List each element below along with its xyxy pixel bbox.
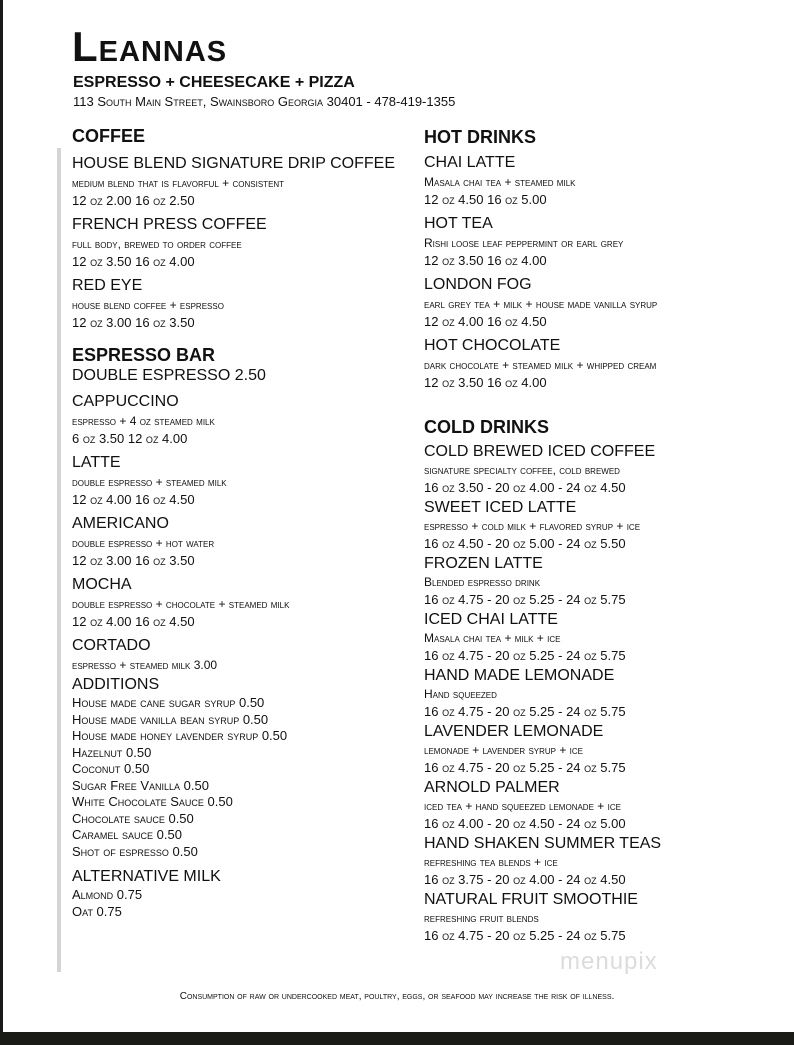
item-title: AMERICANO <box>72 515 169 532</box>
list-line: House made vanilla bean syrup 0.50 <box>72 711 269 727</box>
item-title: CAPPUCCINO <box>72 393 179 410</box>
item-title: NATURAL FRUIT SMOOTHIE <box>424 891 638 908</box>
menu-item <box>424 275 739 330</box>
item-price: 16 oz 3.75 - 20 oz 4.00 - 24 oz 4.50 <box>424 872 626 887</box>
list-line: Almond 0.75 <box>72 887 143 902</box>
alternative-milk-title: ALTERNATIVE MILK <box>72 868 221 885</box>
section-hot-drinks <box>424 126 739 397</box>
item-price: 16 oz 4.75 - 20 oz 5.25 - 24 oz 5.75 <box>424 760 626 775</box>
menu-item <box>424 214 739 269</box>
list-line: Coconut 0.50 <box>72 761 150 776</box>
menu-item <box>72 392 402 447</box>
menu-item <box>424 666 739 720</box>
watermark: menupix <box>560 948 658 975</box>
page-border-bottom <box>0 1032 794 1045</box>
section-alternative-milk <box>72 867 402 920</box>
item-description: double espresso + hot water <box>72 536 215 550</box>
item-price: 16 oz 3.50 - 20 oz 4.00 - 24 oz 4.50 <box>424 480 626 495</box>
menu-item <box>72 575 402 630</box>
item-title: HOT CHOCOLATE <box>424 337 561 354</box>
item-description: lemonade + lavender syrup + ice <box>424 743 584 757</box>
item-description: refreshing fruit blends <box>424 911 539 925</box>
section-heading: HOT DRINKS <box>424 127 536 147</box>
list-line: House made honey lavender syrup 0.50 <box>72 728 288 743</box>
item-description: house blend coffee + espresso <box>72 298 224 312</box>
menu-item <box>424 610 739 664</box>
item-description: Masala chai tea + milk + ice <box>424 631 561 645</box>
menu-item <box>424 554 739 608</box>
menu-item <box>72 636 402 674</box>
disclaimer: Consumption of raw or undercooked meat, poultry, eggs, or seafood may increase the risk of illness. <box>179 991 615 1002</box>
item-title: FRENCH PRESS COFFEE <box>72 216 267 233</box>
section-heading: COLD DRINKS <box>424 417 549 437</box>
list-line: Caramel sauce 0.50 <box>72 827 182 842</box>
item-price: 16 oz 4.00 - 20 oz 4.50 - 24 oz 5.00 <box>424 816 626 831</box>
item-description: Blended espresso drink <box>424 575 541 589</box>
menu-item <box>424 722 739 776</box>
decorative-bar <box>57 148 61 972</box>
item-price: 16 oz 4.50 - 20 oz 5.00 - 24 oz 5.50 <box>424 536 626 551</box>
item-price: 16 oz 4.75 - 20 oz 5.25 - 24 oz 5.75 <box>424 928 626 943</box>
item-title: CHAI LATTE <box>424 154 516 171</box>
menu-item <box>424 890 739 944</box>
brand-title: Leannas <box>72 23 228 70</box>
item-price: 12 oz 3.50 16 oz 4.00 <box>424 253 547 268</box>
list-line: Sugar Free Vanilla 0.50 <box>72 777 209 793</box>
item-description: espresso + 4 oz steamed milk <box>72 414 215 428</box>
menu-item <box>72 276 402 331</box>
menu-item <box>72 215 402 270</box>
item-description: refreshing tea blends + ice <box>424 855 558 869</box>
item-title: HAND MADE LEMONADE <box>424 667 615 684</box>
item-description: espresso + steamed milk 3.00 <box>72 658 218 672</box>
item-title: ARNOLD PALMER <box>424 779 560 796</box>
item-price: 12 oz 3.00 16 oz 3.50 <box>72 315 195 330</box>
item-price: 12 oz 3.50 16 oz 4.00 <box>72 254 195 269</box>
list-line: Chocolate sauce 0.50 <box>72 810 194 826</box>
list-line: House made cane sugar syrup 0.50 <box>72 695 265 710</box>
item-description: double espresso + chocolate + steamed milk <box>72 597 290 611</box>
section-espresso-bar <box>72 344 402 680</box>
menu-item <box>424 778 739 832</box>
item-description: dark chocolate + steamed milk + whipped cream <box>424 358 657 372</box>
menu-item <box>424 834 739 888</box>
item-price: 12 oz 4.00 16 oz 4.50 <box>72 614 195 629</box>
item-title: CORTADO <box>72 637 151 654</box>
tagline: ESPRESSO + CHEESECAKE + PIZZA <box>73 74 355 91</box>
section-additions <box>72 675 402 860</box>
section-heading: ESPRESSO BAR <box>72 345 216 365</box>
item-price: 12 oz 3.50 16 oz 4.00 <box>424 375 547 390</box>
item-description: Hand squeezed <box>424 687 497 701</box>
item-title: HOT TEA <box>424 215 493 232</box>
menu-item <box>72 154 402 209</box>
item-description: earl grey tea + milk + house made vanilla syrup <box>424 297 658 311</box>
item-title: HOUSE BLEND SIGNATURE DRIP COFFEE <box>72 155 396 172</box>
section-heading: COFFEE <box>72 126 146 146</box>
item-price: 12 oz 2.00 16 oz 2.50 <box>72 193 195 208</box>
list-line: Hazelnut 0.50 <box>72 744 152 760</box>
item-price: 12 oz 4.50 16 oz 5.00 <box>424 192 547 207</box>
item-title: LONDON FOG <box>424 276 532 293</box>
address: 113 South Main Street, Swainsboro Georgia 30401 - 478-419-1355 <box>73 94 456 109</box>
item-price: 12 oz 4.00 16 oz 4.50 <box>424 314 547 329</box>
section-cold-drinks <box>424 416 739 946</box>
item-description: iced tea + hand squeezed lemonade + ice <box>424 799 621 813</box>
item-title: HAND SHAKEN SUMMER TEAS <box>424 835 662 852</box>
item-title: MOCHA <box>72 576 132 593</box>
item-description: espresso + cold milk + flavored syrup + ice <box>424 519 641 533</box>
item-description: full body, brewed to order coffee <box>72 237 242 251</box>
item-price: 12 oz 3.00 16 oz 3.50 <box>72 553 195 568</box>
item-title: FROZEN LATTE <box>424 555 543 572</box>
item-price: 6 oz 3.50 12 oz 4.00 <box>72 431 188 446</box>
item-price: 16 oz 4.75 - 20 oz 5.25 - 24 oz 5.75 <box>424 648 626 663</box>
list-line: White Chocolate Sauce 0.50 <box>72 794 233 809</box>
list-line: Shot of espresso 0.50 <box>72 843 198 859</box>
item-title: COLD BREWED ICED COFFEE <box>424 443 656 460</box>
item-price: 12 oz 4.00 16 oz 4.50 <box>72 492 195 507</box>
item-description: signature specialty coffee, cold brewed <box>424 463 620 477</box>
item-title: SWEET ICED LATTE <box>424 499 577 516</box>
list-line: Oat 0.75 <box>72 903 122 919</box>
menu-item <box>424 442 739 496</box>
item-title: LAVENDER LEMONADE <box>424 723 604 740</box>
menu-item <box>424 153 739 208</box>
item-title: ICED CHAI LATTE <box>424 611 558 628</box>
menu-item <box>424 498 739 552</box>
item-title: LATTE <box>72 454 121 471</box>
section-coffee <box>72 125 402 337</box>
double-espresso: DOUBLE ESPRESSO 2.50 <box>72 367 266 384</box>
item-description: double espresso + steamed milk <box>72 475 227 489</box>
item-description: Rishi loose leaf peppermint or earl grey <box>424 236 624 250</box>
item-description: medium blend that is flavorful + consistent <box>72 176 285 190</box>
item-title: RED EYE <box>72 277 143 294</box>
menu-item <box>72 453 402 508</box>
page-border <box>0 0 3 1045</box>
menu-item <box>72 514 402 569</box>
menu-item <box>424 336 739 391</box>
item-price: 16 oz 4.75 - 20 oz 5.25 - 24 oz 5.75 <box>424 704 626 719</box>
item-price: 16 oz 4.75 - 20 oz 5.25 - 24 oz 5.75 <box>424 592 626 607</box>
additions-title: ADDITIONS <box>72 676 160 693</box>
item-description: Masala chai tea + steamed milk <box>424 175 576 189</box>
